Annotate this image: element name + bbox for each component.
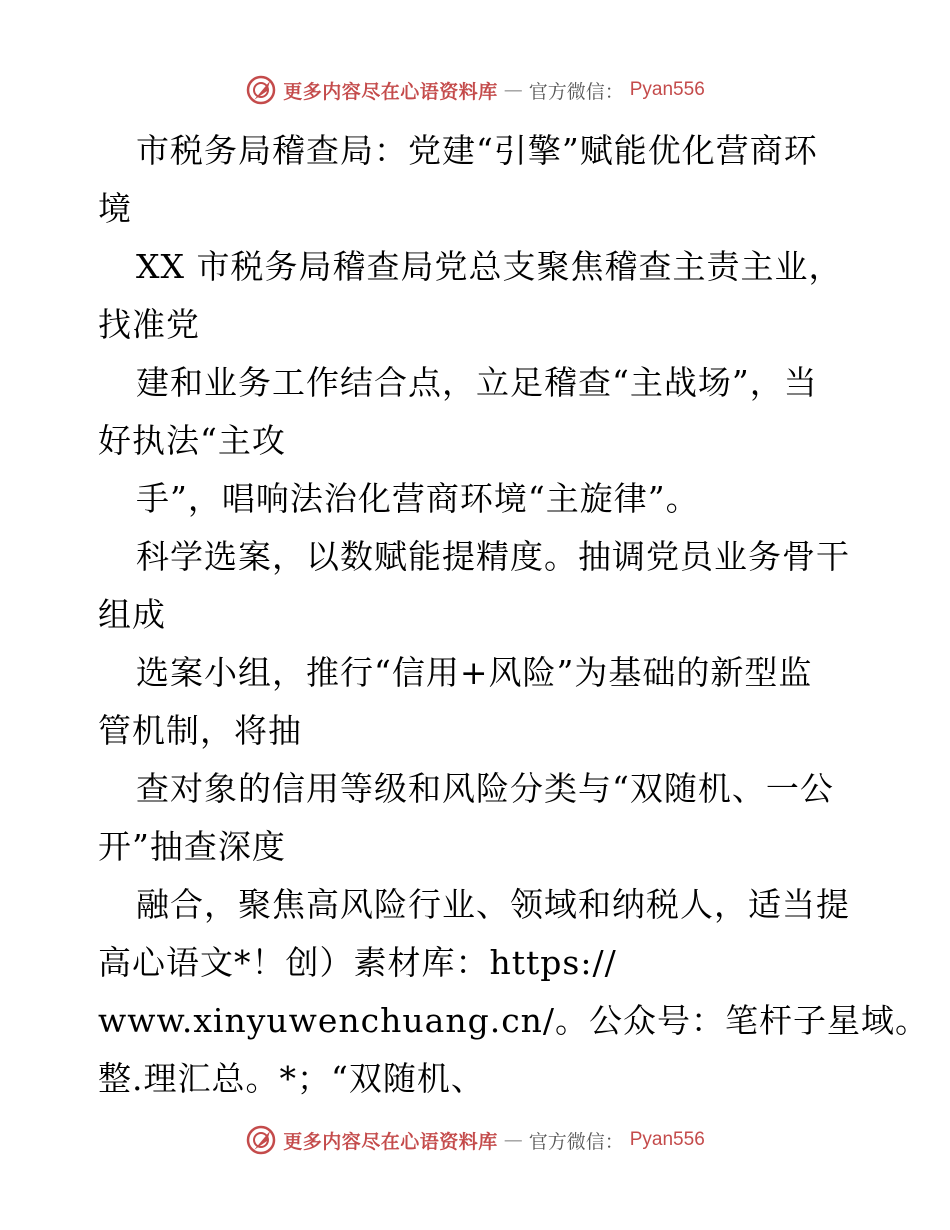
quill-pen-logo-icon [245,74,277,106]
doc-line: 整.理汇总。*；“双随机、 [98,1059,485,1098]
quill-pen-logo-icon [245,1124,277,1156]
watermark-banner-bottom [0,1120,950,1160]
watermark-contact-id: Pyan556 [629,79,705,100]
doc-line: 科学选案，以数赋能提精度。抽调党员业务骨干 [136,537,850,576]
watermark-contact-id: Pyan556 [629,1129,705,1150]
watermark-separator: — [503,79,523,101]
doc-line: 好执法“主攻 [98,421,286,460]
doc-line: 选案小组，推行“信用+风险”为基础的新型监 [136,653,813,692]
doc-line: 建和业务工作结合点，立足稽查“主战场”，当 [136,363,818,402]
doc-line: 市税务局稽查局：党建“引擎”赋能优化营商环 [136,131,818,170]
watermark-contact-label: 官方微信： [528,80,624,103]
doc-line: 管机制，将抽 [98,711,302,750]
doc-line: 开”抽查深度 [98,827,286,866]
watermark-separator: — [503,1129,523,1151]
doc-line: 境 [98,189,132,228]
watermark-main-text: 更多内容尽在心语资料库 [283,80,498,103]
watermark-main-text: 更多内容尽在心语资料库 [283,1130,498,1153]
doc-line: 组成 [98,595,166,634]
document-body [98,122,930,1108]
doc-line: 手”，唱响法治化营商环境“主旋律”。 [136,479,700,518]
doc-line: 高心语文*！创）素材库：https:// [98,943,617,982]
doc-line: 查对象的信用等级和风险分类与“双随机、一公 [136,769,834,808]
doc-line: 找准党 [98,305,200,344]
doc-line: www.xinyuwenchuang.cn/。公众号：笔杆子星域。 [98,1001,930,1040]
doc-line: 融合，聚焦高风险行业、领域和纳税人，适当提 [136,885,850,924]
watermark-contact-label: 官方微信： [528,1130,624,1153]
doc-line: XX 市税务局稽查局党总支聚焦稽查主责主业， [136,247,843,286]
watermark-banner-top [0,70,950,110]
